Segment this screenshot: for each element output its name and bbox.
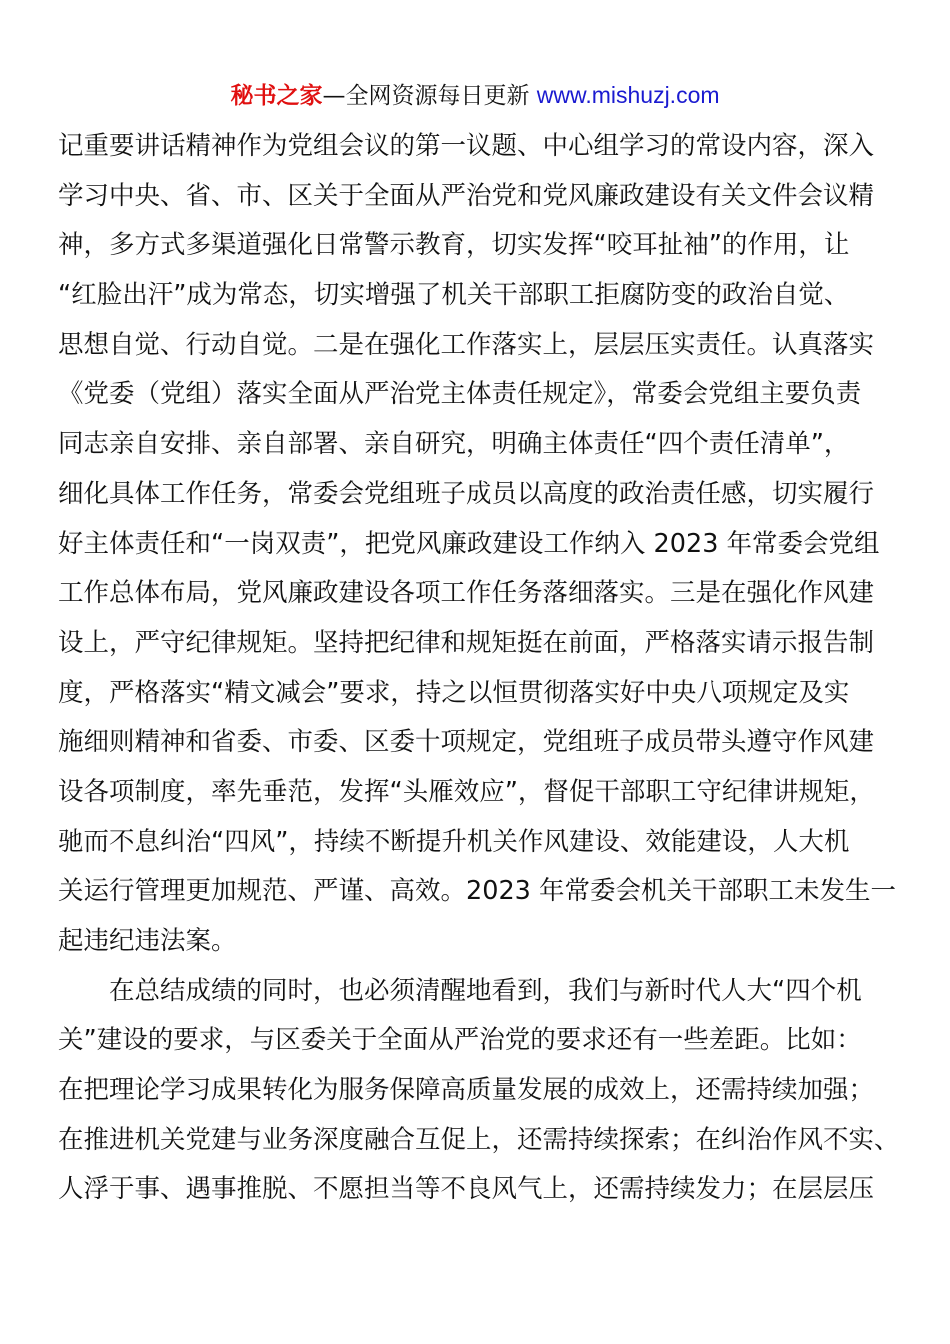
text-line: 起违纪违法案。 — [58, 926, 237, 956]
text-line: 在推进机关党建与业务深度融合互促上，还需持续探索；在纠治作风不实、 — [58, 1124, 900, 1155]
website-url[interactable]: www.mishuzj.com — [536, 82, 720, 108]
text-line: 学习中央、省、市、区关于全面从严治党和党风廉政建设有关文件会议精 — [58, 180, 875, 211]
text-line: 工作总体布局，党风廉政建设各项工作任务落细落实。三是在强化作风建 — [58, 578, 875, 609]
header-tagline: —全网资源每日更新 — [322, 83, 537, 109]
text-line: 神，多方式多渠道强化日常警示教育，切实发挥“咬耳扯袖”的作用，让 — [58, 230, 850, 261]
text-line: “红脸出汗”成为常态，切实增强了机关干部职工拒腐防变的政治自觉、 — [58, 280, 850, 311]
text-line: 关”建设的要求，与区委关于全面从严治党的要求还有一些差距。比如： — [58, 1025, 862, 1056]
text-line: 关运行管理更加规范、严谨、高效。2023 年常委会机关干部职工未发生一 — [58, 876, 897, 907]
text-line: 记重要讲话精神作为党组会议的第一议题、中心组学习的常设内容，深入 — [58, 131, 875, 161]
text-line: 在把理论学习成果转化为服务保障高质量发展的成效上，还需持续加强； — [58, 1075, 875, 1106]
text-line: 设上，严守纪律规矩。坚持把纪律和规矩挺在前面，严格落实请示报告制 — [58, 627, 875, 658]
text-line: 细化具体工作任务，常委会党组班子成员以高度的政治责任感，切实履行 — [58, 478, 875, 509]
text-line: 同志亲自安排、亲自部署、亲自研究，明确主体责任“四个责任清单”， — [58, 429, 850, 460]
text-line: 施细则精神和省委、市委、区委十项规定，党组班子成员带头遵守作风建 — [58, 727, 875, 758]
document-body — [58, 122, 898, 1215]
text-line: 《党委（党组）落实全面从严治党主体责任规定》，常委会党组主要负责 — [58, 379, 862, 410]
brand-name: 秘书之家 — [230, 83, 323, 109]
text-line: 度，严格落实“精文减会”要求，持之以恒贯彻落实好中央八项规定及实 — [58, 677, 850, 708]
page-header — [0, 78, 950, 113]
text-line: 设各项制度，率先垂范，发挥“头雁效应”，督促干部职工守纪律讲规矩， — [58, 776, 875, 807]
text-line: 思想自觉、行动自觉。二是在强化工作落实上，层层压实责任。认真落实 — [58, 329, 875, 360]
text-line: 好主体责任和“一岗双责”，把党风廉政建设工作纳入 2023 年常委会党组 — [58, 528, 880, 559]
text-line: 人浮于事、遇事推脱、不愿担当等不良风气上，还需持续发力；在层层压 — [58, 1174, 875, 1205]
paragraph-first-line: 在总结成绩的同时，也必须清醒地看到，我们与新时代人大“四个机 — [109, 975, 862, 1006]
text-line: 驰而不息纠治“四风”，持续不断提升机关作风建设、效能建设，人大机 — [58, 826, 850, 857]
